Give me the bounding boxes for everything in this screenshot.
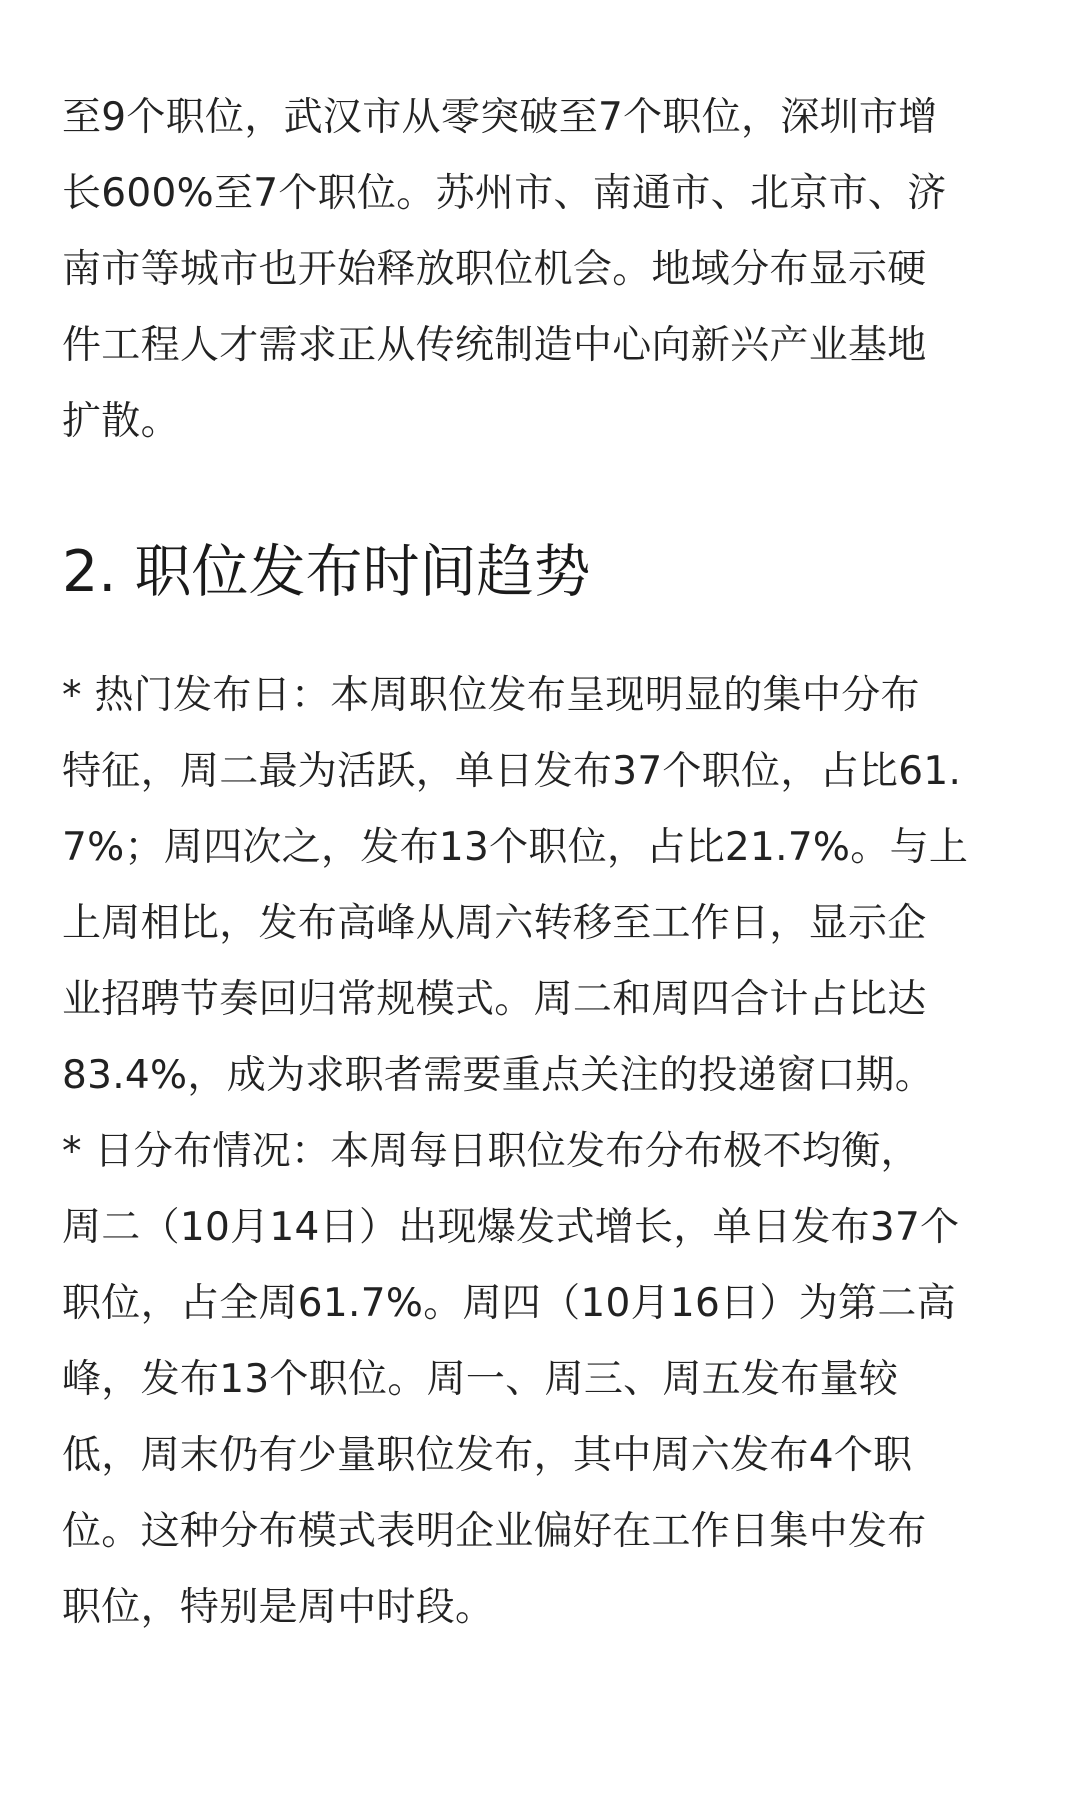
text-line: 南市等城市也开始释放职位机会。地域分布显示硬 bbox=[62, 247, 927, 292]
text-line: 上周相比，发布高峰从周六转移至工作日，显示企 bbox=[62, 901, 927, 946]
text-line: 至9个职位，武汉市从零突破至7个职位，深圳市增 bbox=[62, 95, 938, 140]
text-line: 件工程人才需求正从传统制造中心向新兴产业基地 bbox=[62, 323, 927, 368]
text-line: 职位，特别是周中时段。 bbox=[62, 1585, 495, 1630]
text-line: 长600%至7个职位。苏州市、南通市、北京市、济 bbox=[62, 171, 947, 216]
text-line: 位。这种分布模式表明企业偏好在工作日集中发布 bbox=[62, 1509, 927, 1554]
text-line: 83.4%，成为求职者需要重点关注的投递窗口期。 bbox=[62, 1053, 935, 1098]
text-line: 峰，发布13个职位。周一、周三、周五发布量较 bbox=[62, 1357, 899, 1402]
text-line: * 日分布情况：本周每日职位发布分布极不均衡， bbox=[62, 1129, 920, 1174]
text-line: 业招聘节奏回归常规模式。周二和周四合计占比达 bbox=[62, 977, 927, 1022]
text-line: 7%；周四次之，发布13个职位，占比21.7%。与上 bbox=[62, 825, 969, 870]
text-line: 扩散。 bbox=[62, 399, 180, 444]
text-line: * 热门发布日：本周职位发布呈现明显的集中分布 bbox=[62, 673, 920, 718]
text-line: 周二（10月14日）出现爆发式增长，单日发布37个 bbox=[62, 1205, 960, 1250]
text-line: 特征，周二最为活跃，单日发布37个职位，占比61. bbox=[62, 749, 962, 794]
paragraph-posting-trend bbox=[62, 658, 1022, 1646]
article-body bbox=[62, 80, 1022, 1646]
text-line: 低，周末仍有少量职位发布，其中周六发布4个职 bbox=[62, 1433, 913, 1478]
paragraph-regional-distribution bbox=[62, 80, 1022, 460]
text-line: 职位，占全周61.7%。周四（10月16日）为第二高 bbox=[62, 1281, 956, 1326]
section-heading: 2. 职位发布时间趋势 bbox=[62, 539, 591, 605]
